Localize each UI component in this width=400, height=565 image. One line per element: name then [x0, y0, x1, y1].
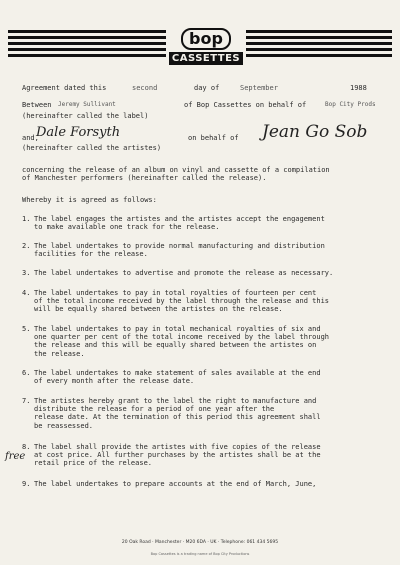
artist-signature: Dale Forsyth: [36, 125, 121, 140]
year-value: 1988: [350, 84, 367, 92]
month-value: September: [240, 84, 278, 92]
clause-number: 5.: [22, 325, 31, 333]
label-org: Bop City Prods: [325, 101, 376, 108]
concerning-text: concerning the release of an album on vinyl and cassette of a compilation of Manchester performers (hereinafter called the release).: [22, 166, 330, 183]
clause-text: The label undertakes to advertise and promote the release as necessary.: [34, 269, 334, 277]
label-person: Jeremy Sullivant: [58, 101, 116, 108]
between-label: Between: [22, 101, 52, 109]
clause-number: 1.: [22, 215, 31, 223]
artists-called: (hereinafter called the artistes): [22, 144, 162, 152]
label-called: (hereinafter called the label): [22, 112, 149, 120]
footer-address: 20 Oak Road · Manchester · M20 6DA · UK · Telephone: 061 434 5695: [121, 540, 279, 545]
clause-text: The label shall provide the artistes with five copies of the release at cost price. All further purchases by the artistes shall be at the retail price of the release.: [34, 443, 321, 468]
day-label: day of: [194, 84, 220, 92]
on-behalf-label: on behalf of: [188, 134, 239, 142]
logo-cassettes-text: CASSETTES: [169, 52, 243, 65]
margin-note-free: free: [5, 451, 26, 462]
footer-small-print: Bop Cassettes is a trading name of Bop City Productions: [150, 552, 250, 556]
clause-number: 2.: [22, 242, 31, 250]
clause-text: The label engages the artistes and the artistes accept the engagement to make available one track for the release.: [34, 215, 325, 232]
clause-number: 6.: [22, 369, 31, 377]
and-label: and,: [22, 134, 39, 142]
clause-text: The label undertakes to make statement of sales available at the end of every month after the release date.: [34, 369, 321, 386]
logo-bop-text: bop: [181, 28, 231, 50]
clause-text: The label undertakes to prepare accounts at the end of March, June,: [34, 480, 317, 488]
clause-number: 8.: [22, 443, 31, 451]
clause-text: The label undertakes to pay in total royalties of fourteen per cent of the total income received by the label through the release and this will be equally shared between the artistes on the release.: [34, 289, 330, 314]
clause-number: 4.: [22, 289, 31, 297]
artist-name-handwritten: Jean Go Sob: [262, 122, 368, 142]
clause-number: 3.: [22, 269, 31, 277]
of-bop-label: of Bop Cassettes on behalf of: [184, 101, 307, 109]
clause-text: The label undertakes to provide normal manufacturing and distribution facilities for the release.: [34, 242, 325, 259]
clause-number: 7.: [22, 397, 31, 405]
agreement-label: Agreement dated this: [22, 84, 107, 92]
clause-number: 9.: [22, 480, 31, 488]
clause-text: The artistes hereby grant to the label the right to manufacture and distribute the release for a period of one year after the release date. At the termination of this period this agreement shall be reassessed.: [34, 397, 321, 430]
clause-text: The label undertakes to pay in total mechanical royalties of six and one quarter per cent of the total income received by the label through the release and this will be equally shared between the artistes on the release.: [34, 325, 330, 358]
day-value: second: [132, 84, 158, 92]
whereby-heading: Whereby it is agreed as follows:: [22, 196, 157, 204]
bop-cassettes-logo: [166, 27, 246, 67]
concerning-paragraph: [22, 166, 392, 182]
